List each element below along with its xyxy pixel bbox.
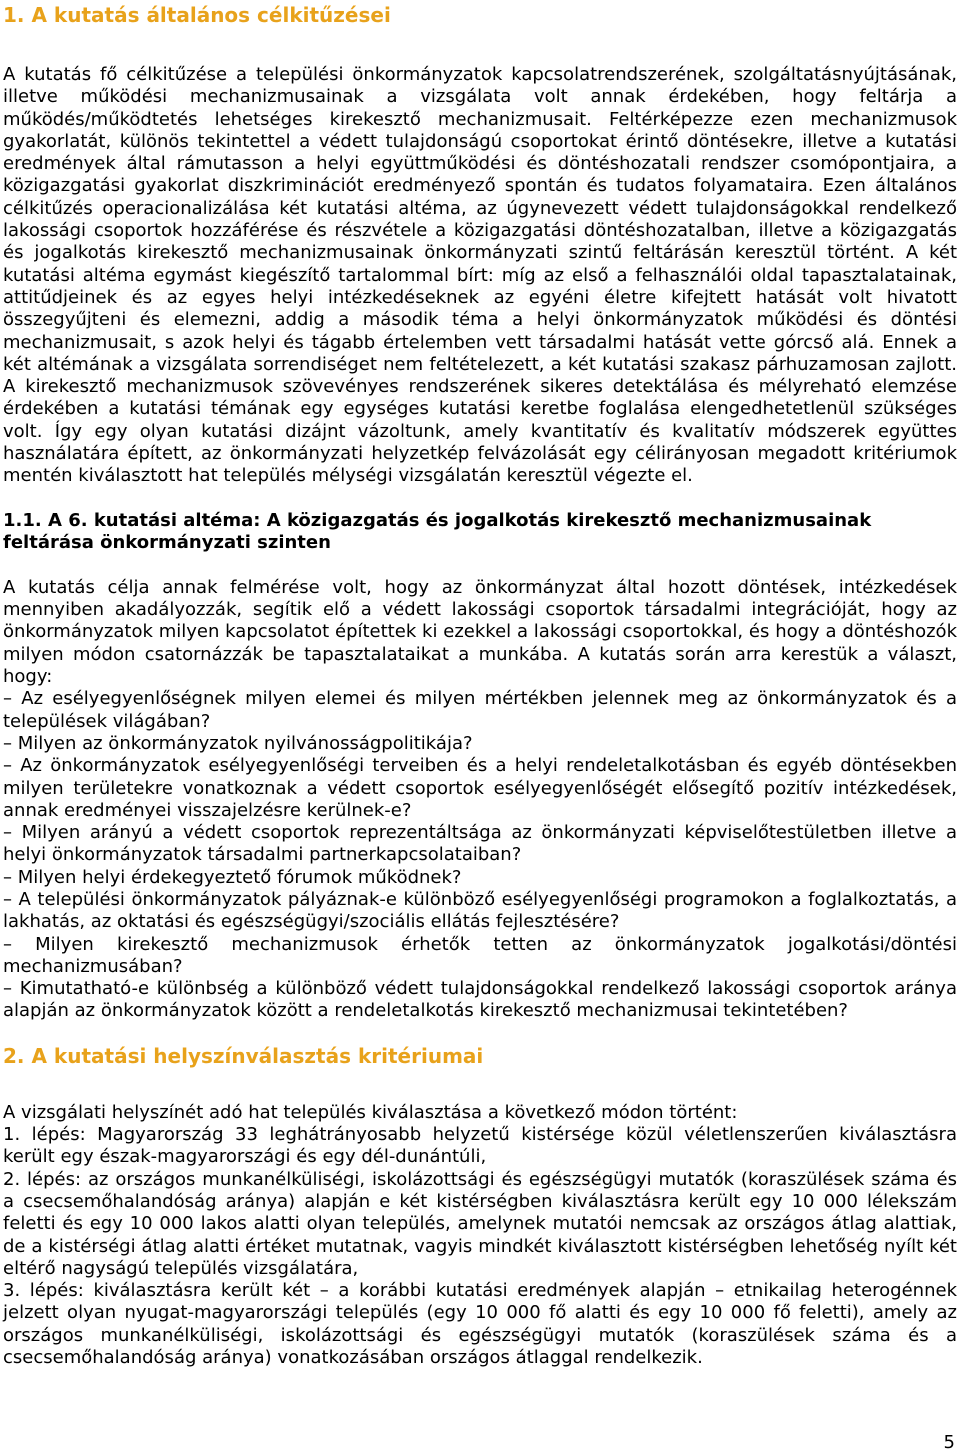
research-question-item: – Az esélyegyenlőségnek milyen elemei és milyen mértékben jelennek meg az önkormányzatok és a települések világában? bbox=[3, 688, 957, 732]
document-page bbox=[3, 0, 957, 1369]
section-2-heading: 2. A kutatási helyszínválasztás kritériumai bbox=[3, 1043, 484, 1068]
research-question-item: – Az önkormányzatok esélyegyenlőségi terveiben és a helyi rendeletalkotásban és egyéb döntésekben milyen területekre vonatkoznak a védett csoportok esélyegyenlőségét elősegítő pozitív intézkedések, annak eredményei visszajelzésre kerülnek-e? bbox=[3, 755, 957, 821]
selection-step: 3. lépés: kiválasztásra került két – a korábbi kutatási eredmények alapján – etnikailag heterogénnek jelzett olyan nyugat-magyarországi település (egy 10 000 fő alatti és egy 10 000 fő feletti), amely az országos munkanélküliségi, iskolázottsági és egészségügyi mutatók (koraszülések száma és a csecsemőhalandóság aránya) vonatkozásában országos átlaggal rendelkezik. bbox=[3, 1280, 957, 1369]
research-question-item: – Milyen kirekesztő mechanizmusok érhetők tetten az önkormányzatok jogalkotási/döntési mechanizmusában? bbox=[3, 933, 957, 977]
research-question-item: – A települési önkormányzatok pályáznak-e különböző esélyegyenlőségi programokon a foglalkoztatás, a lakhatás, az oktatási és egészségügyi/szociális ellátás fejlesztésére? bbox=[3, 888, 957, 933]
section-1-heading: 1. A kutatás általános célkitűzései bbox=[3, 3, 391, 27]
section-2-intro: A vizsgálati helyszínét adó hat település kiválasztása a következő módon történt: bbox=[3, 1101, 738, 1123]
research-question-item: – Milyen arányú a védett csoportok reprezentáltsága az önkormányzati képviselőtestületben illetve a helyi önkormányzatok társadalmi partnerkapcsolataiban? bbox=[3, 822, 957, 866]
research-question-item: – Milyen az önkormányzatok nyilvánosságpolitikája? bbox=[3, 732, 473, 754]
research-question-item: – Milyen helyi érdekegyeztető fórumok működnek? bbox=[3, 866, 462, 888]
research-question-item: – Kimutatható-e különbség a különböző védett tulajdonságokkal rendelkező lakossági csoportok aránya alapján az önkormányzatok között a rendeletalkotás kirekesztő mechanizmusai tekintetében? bbox=[3, 978, 957, 1022]
subsection-intro-paragraph: A kutatás célja annak felmérése volt, hogy az önkormányzat által hozott döntések, intézkedések mennyiben akadályozzák, segítik elő a védett lakossági csoportok társadalmi integrációját, hogy az önkormányzatok milyen kapcsolatot építettek ki ezekkel a lakossági csoportokkal, és hogy a döntéshozók milyen módon csatornázzák be tapasztalataikat a munkába. A kutatás során arra kerestük a választ, hogy: bbox=[3, 576, 957, 688]
research-question-list bbox=[3, 688, 957, 1022]
page-number: 5 bbox=[943, 1432, 955, 1453]
selection-step-list bbox=[3, 1124, 957, 1369]
section-1-paragraph: A kutatás fő célkitűzése a települési önkormányzatok kapcsolatrendszerének, szolgáltatásnyújtásának, illetve működési mechanizmusainak a vizsgálata volt annak érdekében, hogy feltárja a működés/működtetés lehetséges kirekesztő mechanizmusait. Feltérképezze ezen mechanizmusok gyakorlatát, különös tekintettel a védett tulajdonságú csoportokat érintő döntésekre, illetve a kutatási eredmények által rámutasson a helyi együttműködési és döntéshozatali rendszer csomópontjaira, a közigazgatási gyakorlat diszkriminációt eredményező spontán és tudatos folyamataira. Ezen általános célkitűzés operacionalizálása két kutatási altéma, az úgynevezett védett tulajdonságokkal rendelkező lakossági csoportok hozzáférése és részvétele a közigazgatási döntéshozatalban, illetve a közigazgatás és jogalkotás kirekesztő mechanizmusainak önkormányzati szintű feltárásán keresztül történt. A két kutatási altéma egymást kiegészítő tartalommal bírt: míg az első a felhasználói oldal tapasztalatainak, attitűdjeinek és az egyes helyi intézkedéseknek az egyéni életre kifejtett hatását volt hivatott összegyűjteni és elemezni, addig a második téma a helyi önkormányzatok működési és döntési mechanizmusait, s azok helyi és tágabb értelemben vett társadalmi hatását vette górcső alá. Ennek a két altémának a vizsgálata sorrendiséget nem feltételezett, a két kutatási szakasz párhuzamosan zajlott. A kirekesztő mechanizmusok szövevényes rendszerének sikeres detektálása és mélyreható elemzése érdekében a kutatási témának egy egységes kutatási keretbe foglalása elengedhetetlenül szükséges volt. Így egy olyan kutatási dizájnt vázoltunk, amely kvantitatív és kvalitatív módszerek együttes használatára épített, az önkormányzati helyzetkép felvázolását egy célirányosan megadott kritériumok mentén kiválasztott hat település mélységi vizsgálatán keresztül végezte el. bbox=[3, 64, 957, 487]
selection-step: 1. lépés: Magyarország 33 leghátrányosabb helyzetű kistérsége közül véletlenszerűen kiválasztásra került egy észak-magyarországi és egy dél-dunántúli, bbox=[3, 1124, 957, 1168]
subsection-heading: 1.1. A 6. kutatási altéma: A közigazgatás és jogalkotás kirekesztő mechanizmusainak feltárása önkormányzati szinten bbox=[3, 509, 872, 554]
selection-step: 2. lépés: az országos munkanélküliségi, iskolázottsági és egészségügyi mutatók (koraszülések száma és a csecsemőhalandóság aránya) alapján e két kistérségben kiválasztásra került egy 10 000 lélekszám feletti és egy 10 000 lakos alatti olyan település, amelynek mutatói nemcsak az országos átlag alattiak, de a kistérségi átlag alatti értéket mutatnak, vagyis mindkét kiválasztott kistérségben lehetőség nyílt két eltérő nagyságú település vizsgálatára, bbox=[3, 1168, 957, 1279]
